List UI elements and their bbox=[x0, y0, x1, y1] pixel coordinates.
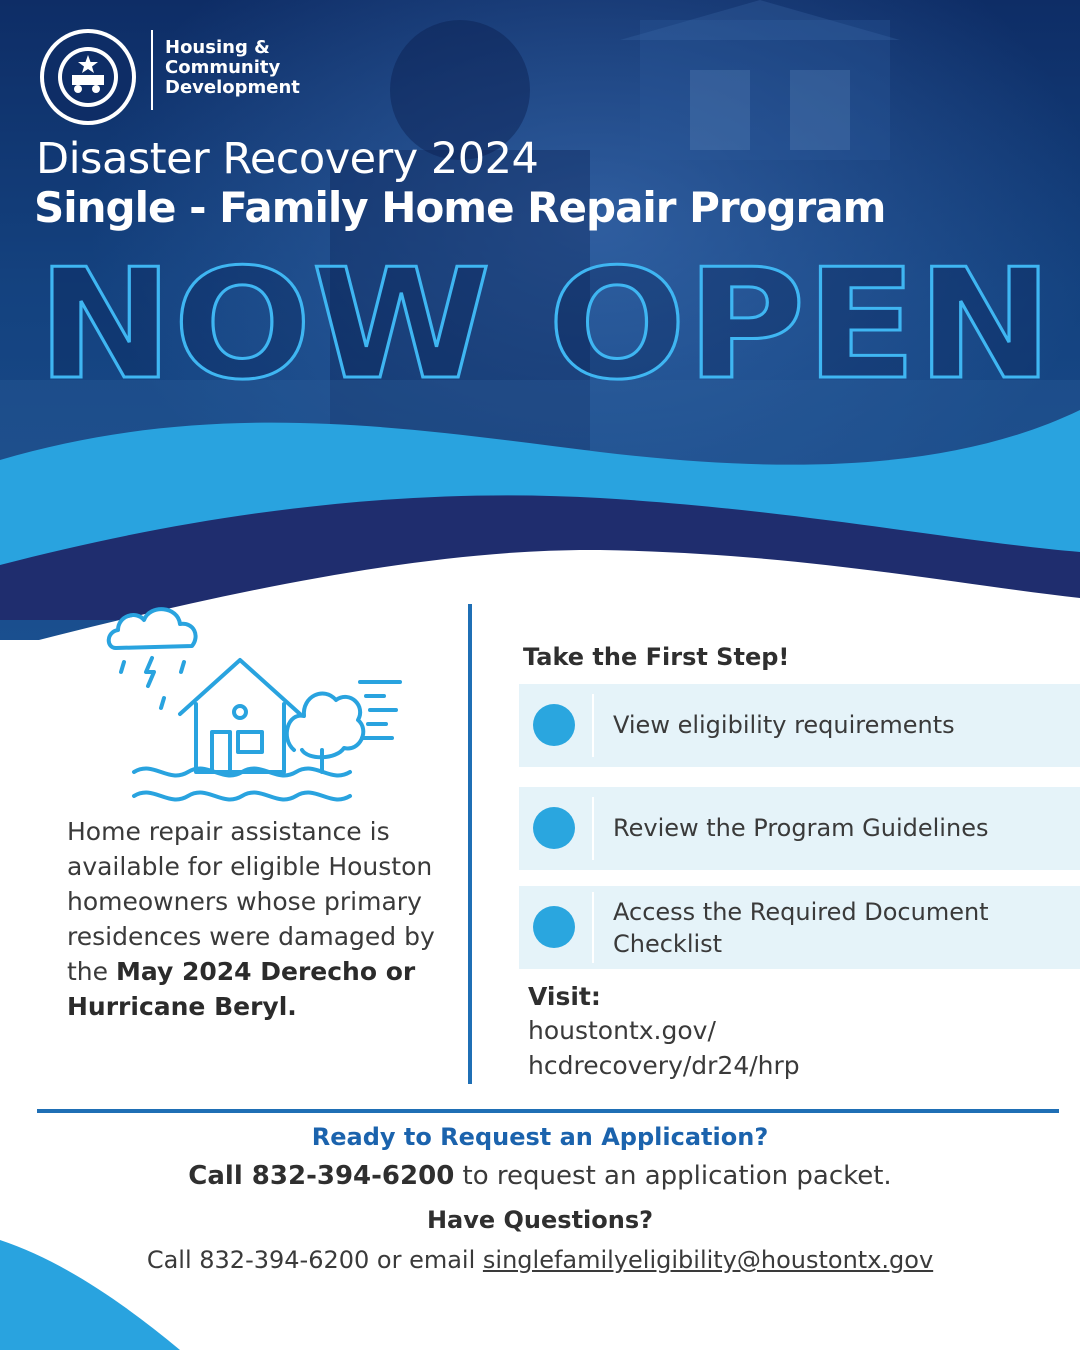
step-label: Access the Required Document Checklist bbox=[613, 898, 989, 958]
column-divider bbox=[468, 604, 472, 1084]
program-description bbox=[67, 814, 457, 1024]
org-name-line-1: Housing & bbox=[165, 37, 270, 58]
step-separator bbox=[592, 892, 594, 963]
org-name-line-3: Development bbox=[165, 77, 300, 98]
description-text: Home repair assistance is available for eligible Houston homeowners whose primary residences were damaged by the bbox=[67, 817, 435, 986]
step-eligibility-requirements[interactable] bbox=[519, 684, 1080, 767]
contact-prefix: Call 832-394-6200 or email bbox=[146, 1246, 483, 1274]
description-bold-events: May 2024 Derecho or Hurricane Beryl. bbox=[67, 957, 416, 1021]
bullet-dot-icon bbox=[533, 906, 575, 948]
now-open-text: NOW OPEN bbox=[37, 252, 1053, 388]
visit-label: Visit: bbox=[528, 982, 601, 1011]
steps-heading: Take the First Step! bbox=[523, 643, 790, 671]
footer-divider bbox=[37, 1109, 1059, 1113]
page-title-program: Single - Family Home Repair Program bbox=[34, 183, 886, 232]
step-document-checklist[interactable] bbox=[519, 886, 1080, 969]
bullet-dot-icon bbox=[533, 807, 575, 849]
bullet-dot-icon bbox=[533, 704, 575, 746]
visit-url-line-1: houstontx.gov/ bbox=[528, 1016, 716, 1045]
step-label: View eligibility requirements bbox=[613, 711, 955, 739]
cta-heading: Ready to Request an Application? bbox=[311, 1123, 769, 1151]
storm-flood-house-icon bbox=[104, 600, 404, 810]
email-link[interactable]: singlefamilyeligibility@houstontx.gov bbox=[482, 1246, 934, 1274]
step-separator bbox=[592, 797, 594, 860]
call-line bbox=[0, 1161, 1080, 1191]
step-separator bbox=[592, 694, 594, 757]
page-title-year: Disaster Recovery 2024 bbox=[36, 134, 539, 184]
step-program-guidelines[interactable] bbox=[519, 787, 1080, 870]
questions-heading: Have Questions? bbox=[426, 1206, 654, 1234]
call-rest-text: to request an application packet. bbox=[454, 1161, 892, 1191]
org-name-line-2: Community bbox=[165, 57, 281, 78]
visit-url-line-2: hcdrecovery/dr24/hrp bbox=[528, 1051, 800, 1080]
step-label: Review the Program Guidelines bbox=[613, 814, 989, 842]
corner-accent bbox=[0, 1230, 180, 1350]
visit-url-link[interactable] bbox=[528, 1013, 888, 1083]
call-phone-bold: Call 832-394-6200 bbox=[188, 1161, 455, 1191]
